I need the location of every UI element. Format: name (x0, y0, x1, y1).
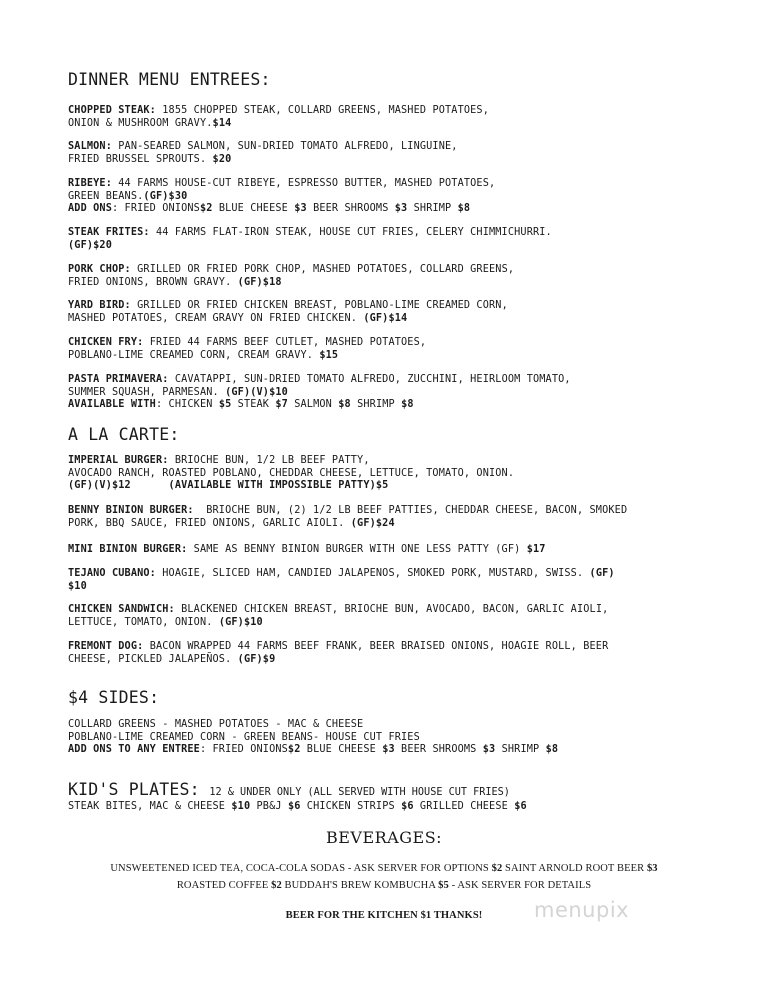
menu-item-mini-binion-burger: MINI BINION BURGER: SAME AS BENNY BINION BURGER WITH ONE LESS PATTY (GF) $17 (68, 544, 546, 555)
sides-list: COLLARD GREENS - MASHED POTATOES - MAC & CHEESE POBLANO-LIME CREAMED CORN - GREEN BEANS- HOUSE CUT FRIES ADD ONS TO ANY ENTREE: FRIED ONIONS$2 BLUE CHEESE $3 BEER SHROOMS $3 SHRIMP $8 (68, 719, 559, 755)
menu-item-pork-chop: PORK CHOP: GRILLED OR FRIED PORK CHOP, MASHED POTATOES, COLLARD GREENS, FRIED ONIONS, BROWN GRAVY. (GF)$18 (68, 264, 515, 288)
a-la-carte-heading: A LA CARTE: (68, 425, 180, 444)
menu-item-chicken-sandwich: CHICKEN SANDWICH: BLACKENED CHICKEN BREAST, BRIOCHE BUN, AVOCADO, BACON, GARLIC AIOLI, LETTUCE, TOMATO, ONION. (GF)$10 (68, 604, 609, 628)
menu-item-chicken-fry: CHICKEN FRY: FRIED 44 FARMS BEEF CUTLET, MASHED POTATOES, POBLANO-LIME CREAMED CORN, CREAM GRAVY. $15 (68, 337, 427, 361)
menu-item-tejano-cubano: TEJANO CUBANO: HOAGIE, SLICED HAM, CANDIED JALAPENOS, SMOKED PORK, MUSTARD, SWISS. (GF) $10 (68, 568, 615, 592)
kids-heading-row (68, 780, 510, 799)
menu-item-chopped-steak: CHOPPED STEAK: 1855 CHOPPED STEAK, COLLARD GREENS, MASHED POTATOES, ONION & MUSHROOM GRAVY.$14 (68, 105, 489, 129)
menu-item-fremont-dog: FREMONT DOG: BACON WRAPPED 44 FARMS BEEF FRANK, BEER BRAISED ONIONS, HOAGIE ROLL, BEER CHEESE, PICKLED JALAPEÑOS. (GF)$9 (68, 641, 609, 665)
menu-item-imperial-burger: IMPERIAL BURGER: BRIOCHE BUN, 1/2 LB BEEF PATTY, AVOCADO RANCH, ROASTED POBLANO, CHEDDAR CHEESE, LETTUCE, TOMATO, ONION. (GF)(V)$12 (AVAILABLE WITH IMPOSSIBLE PATTY)$5 (68, 455, 515, 491)
kids-heading: KID'S PLATES: (68, 780, 200, 799)
beverages-line-2: ROASTED COFFEE $2 BUDDAH'S BREW KOMBUCHA $5 - ASK SERVER FOR DETAILS (176, 880, 592, 891)
beverages-heading: BEVERAGES: (325, 828, 443, 847)
entrees-heading: DINNER MENU ENTREES: (68, 70, 271, 89)
menu-item-ribeye: RIBEYE: 44 FARMS HOUSE-CUT RIBEYE, ESPRESSO BUTTER, MASHED POTATOES, GREEN BEANS.(GF)$30 ADD ONS: FRIED ONIONS$2 BLUE CHEESE $3 BEER SHROOMS $3 SHRIMP $8 (68, 178, 496, 214)
beverages-line-1: UNSWEETENED ICED TEA, COCA-COLA SODAS - ASK SERVER FOR OPTIONS $2 SAINT ARNOLD ROOT BEER $3 (110, 863, 658, 874)
sides-heading: $4 SIDES: (68, 688, 160, 707)
menu-item-benny-binion-burger: BENNY BINION BURGER: BRIOCHE BUN, (2) 1/2 LB BEEF PATTIES, CHEDDAR CHEESE, BACON, SMOKED PORK, BBQ SAUCE, FRIED ONIONS, GARLIC AIOLI. (GF)$24 (68, 505, 628, 529)
menu-item-steak-frites: STEAK FRITES: 44 FARMS FLAT-IRON STEAK, HOUSE CUT FRIES, CELERY CHIMMICHURRI. (GF)$20 (68, 227, 552, 251)
menu-item-salmon: SALMON: PAN-SEARED SALMON, SUN-DRIED TOMATO ALFREDO, LINGUINE, FRIED BRUSSEL SPROUTS. $20 (68, 141, 458, 165)
menu-item-pasta-primavera: PASTA PRIMAVERA: CAVATAPPI, SUN-DRIED TOMATO ALFREDO, ZUCCHINI, HEIRLOOM TOMATO, SUMMER SQUASH, PARMESAN. (GF)(V)$10 AVAILABLE WITH: CHICKEN $5 STEAK $7 SALMON $8 SHRIMP $8 (68, 374, 571, 410)
menupix-watermark: menupix (534, 898, 630, 922)
kids-list: STEAK BITES, MAC & CHEESE $10 PB&J $6 CHICKEN STRIPS $6 GRILLED CHEESE $6 (68, 801, 527, 812)
beer-for-kitchen: BEER FOR THE KITCHEN $1 THANKS! (285, 910, 483, 921)
kids-note: 12 & UNDER ONLY (ALL SERVED WITH HOUSE CUT FRIES) (209, 787, 510, 798)
menu-item-yard-bird: YARD BIRD: GRILLED OR FRIED CHICKEN BREAST, POBLANO-LIME CREAMED CORN, MASHED POTATOES, CREAM GRAVY ON FRIED CHICKEN. (GF)$14 (68, 300, 508, 324)
